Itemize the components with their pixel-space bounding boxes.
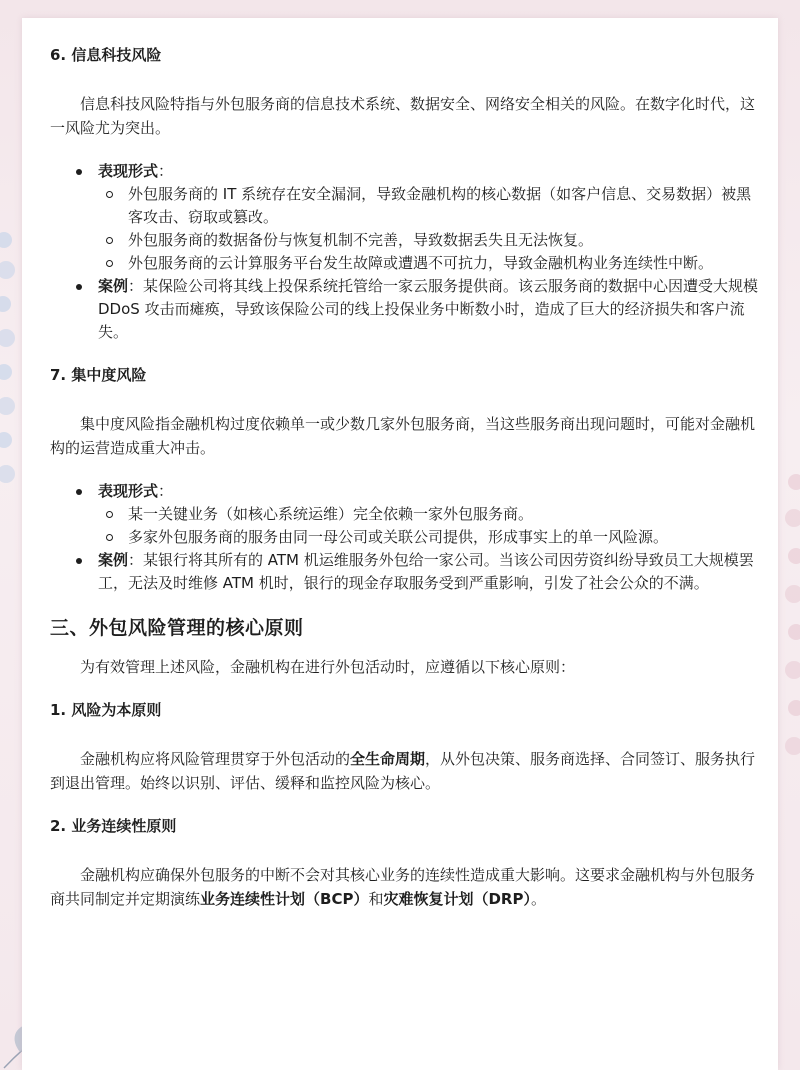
principle-text-business-continuity — [50, 863, 760, 911]
forms-colon: ： — [158, 162, 174, 180]
part-heading-core-principles: 三、外包风险管理的核心原则 — [50, 617, 304, 639]
text-segment: 。 — [530, 890, 546, 908]
section-heading-it-risk: 6. 信息科技风险 — [50, 46, 162, 64]
list-item: 外包服务商的数据备份与恢复机制不完善，导致数据丢失且无法恢复。 — [98, 229, 760, 252]
document-content — [50, 44, 760, 911]
emphasis-bcp: 业务连续性计划（BCP） — [200, 890, 369, 908]
principle-heading-business-continuity: 2. 业务连续性原则 — [50, 817, 177, 835]
forms-label: 表现形式 — [98, 162, 159, 180]
text-segment: ，从外包决策、服务商选择、合同签订、服务执行到退出管理。始终以识别、评估、缓释和监控风险为核心。 — [50, 750, 756, 792]
sub-list-forms — [98, 183, 760, 275]
section-heading-concentration-risk: 7. 集中度风险 — [50, 366, 147, 384]
list-item-case — [50, 549, 760, 595]
principle-heading-risk-based: 1. 风险为本原则 — [50, 701, 162, 719]
document-page — [22, 18, 778, 1070]
case-text: ：某银行将其所有的 ATM 机运维服务外包给一家公司。当该公司因劳资纠纷导致员工大规模罢工，无法及时维修 ATM 机时，银行的现金存取服务受到严重影响，引发了社会公众的不满。 — [98, 551, 754, 592]
case-label: 案例 — [98, 277, 129, 295]
bullet-list-concentration-risk — [50, 480, 760, 595]
section-intro-it-risk: 信息科技风险特指与外包服务商的信息技术系统、数据安全、网络安全相关的风险。在数字化时代，这一风险尤为突出。 — [50, 95, 756, 137]
list-item-forms — [50, 480, 760, 549]
emphasis-full-lifecycle: 全生命周期 — [350, 750, 426, 768]
case-text: ：某保险公司将其线上投保系统托管给一家云服务提供商。该云服务商的数据中心因遭受大规模 DDoS 攻击而瘫痪，导致该保险公司的线上投保业务中断数小时，造成了巨大的经济损失和客户流失。 — [98, 277, 759, 341]
text-segment: 金融机构应将风险管理贯穿于外包活动的 — [80, 750, 351, 768]
text-segment: 金融机构应确保外包服务的中断不会对其核心业务的连续性造成重大影响。这要求金融机构与外包服务商共同制定并定期演练 — [50, 866, 756, 908]
list-item: 外包服务商的云计算服务平台发生故障或遭遇不可抗力，导致金融机构业务连续性中断。 — [98, 252, 760, 275]
forms-colon: ： — [158, 482, 174, 500]
decorative-bubbles-left — [0, 230, 22, 490]
section-intro-concentration-risk: 集中度风险指金融机构过度依赖单一或少数几家外包服务商，当这些服务商出现问题时，可能对金融机构的运营造成重大冲击。 — [50, 415, 756, 457]
list-item: 多家外包服务商的服务由同一母公司或关联公司提供，形成事实上的单一风险源。 — [98, 526, 760, 549]
text-segment: 和 — [368, 890, 384, 908]
forms-label: 表现形式 — [98, 482, 159, 500]
principle-text-risk-based — [50, 747, 760, 795]
decorative-bubbles-right — [778, 470, 800, 770]
bullet-list-it-risk — [50, 160, 760, 344]
list-item: 外包服务商的 IT 系统存在安全漏洞，导致金融机构的核心数据（如客户信息、交易数据）被黑客攻击、窃取或篡改。 — [98, 183, 760, 229]
sub-list-forms — [98, 503, 760, 549]
list-item: 某一关键业务（如核心系统运维）完全依赖一家外包服务商。 — [98, 503, 760, 526]
list-item-forms — [50, 160, 760, 275]
list-item-case — [50, 275, 760, 344]
part-intro-core-principles: 为有效管理上述风险，金融机构在进行外包活动时，应遵循以下核心原则： — [80, 658, 576, 676]
case-label: 案例 — [98, 551, 129, 569]
emphasis-drp: 灾难恢复计划（DRP） — [383, 890, 531, 908]
